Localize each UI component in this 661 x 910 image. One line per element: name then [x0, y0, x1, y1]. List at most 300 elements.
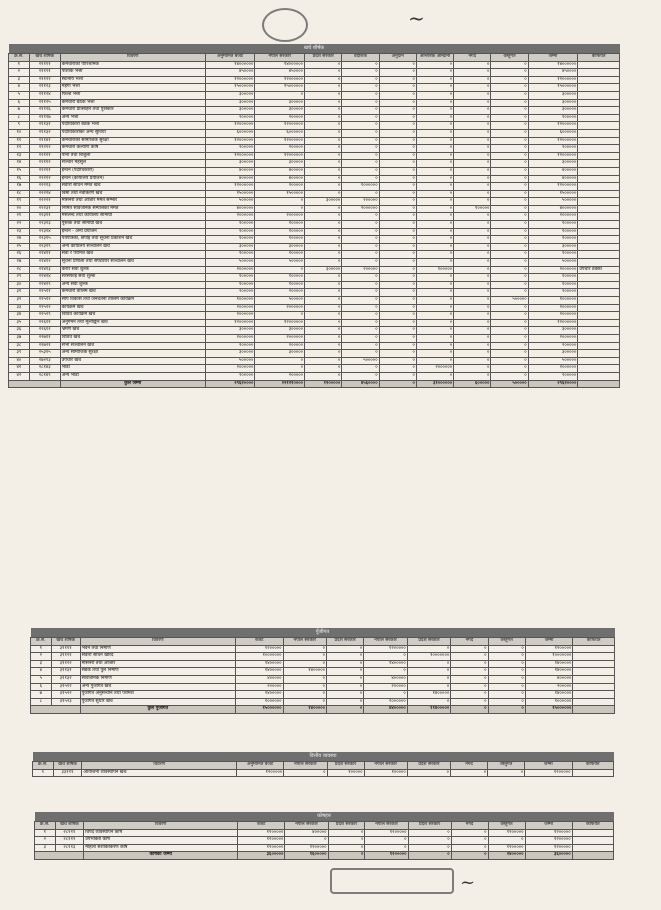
table-cell: ०: [491, 289, 528, 297]
table-cell: ३११२१: [51, 653, 80, 661]
table-cell: ४: [31, 668, 52, 676]
table-cell: भ्रमण खर्च: [60, 327, 205, 335]
table-cell: इन्धन - अन्य प्रयोजन: [60, 228, 205, 236]
table-cell: २२३१४: [29, 228, 60, 236]
table-cell: १४००००००: [255, 61, 305, 69]
table-cell: ५०००००: [205, 357, 255, 365]
table-cell: ३०००००: [255, 99, 305, 107]
table-cell: २०००००: [342, 266, 379, 274]
table-cell: २: [31, 653, 52, 661]
table-cell: २००००००: [528, 334, 578, 342]
table-cell: २८१४९: [29, 372, 60, 380]
table-cell: ०: [305, 205, 342, 213]
table-cell: ०: [342, 69, 379, 77]
table-cell: ०: [305, 107, 342, 115]
total-row: [31, 706, 615, 714]
table-cell: ०: [379, 190, 416, 198]
table-cell: [578, 152, 620, 160]
table-cell: ०: [305, 160, 342, 168]
table-cell: ६००००००: [255, 129, 305, 137]
table-cell: ०: [305, 281, 342, 289]
column-header: क्र.स.: [9, 54, 30, 62]
table-cell: २०००००: [255, 114, 305, 122]
office-stamp-bottom: [330, 868, 454, 894]
column-header: प्रदेश सरकार: [328, 822, 365, 830]
table-cell: करार सेवा शुल्क: [60, 266, 205, 274]
table-cell: ३८: [9, 342, 30, 350]
total-cell: ३१००००००: [416, 380, 453, 388]
table-cell: [578, 259, 620, 267]
table-cell: ३०००००: [255, 327, 305, 335]
table-cell: ४: [9, 84, 30, 92]
table-cell: ०: [454, 69, 491, 77]
table-cell: २२४१३: [29, 266, 60, 274]
table-cell: ३०००००: [528, 107, 578, 115]
table-cell: २२६१२: [29, 327, 60, 335]
table-cell: [578, 122, 620, 130]
table-cell: ०: [342, 91, 379, 99]
table-cell: ०: [305, 297, 342, 305]
table-cell: ४०००००: [255, 175, 305, 183]
table-cell: ०: [491, 91, 528, 99]
table-cell: २०००००: [255, 372, 305, 380]
table-cell: ०: [342, 61, 379, 69]
table-cell: १४०००००: [525, 660, 573, 668]
table-cell: ०: [342, 114, 379, 122]
table-cell: १२०००००: [525, 844, 572, 852]
table-cell: [578, 342, 620, 350]
table-cell: ०: [328, 829, 365, 837]
table-cell: ०: [342, 289, 379, 297]
table-cell: कर्मचारी बैठक भत्ता: [60, 99, 205, 107]
table-cell: ०: [491, 304, 528, 312]
table-cell: ३०००००: [205, 107, 255, 115]
table-cell: ०: [342, 236, 379, 244]
table-cell: पोशाक भत्ता: [60, 69, 205, 77]
column-header: विवरण: [82, 762, 236, 770]
table-cell: ०: [342, 350, 379, 358]
table-cell: २०००००: [528, 372, 578, 380]
table-cell: ०: [379, 91, 416, 99]
table-cell: ०: [416, 122, 453, 130]
table-cell: ४५००००: [205, 69, 255, 77]
table-cell: ०: [408, 844, 451, 852]
table-row: [31, 691, 615, 699]
table-cell: ०: [342, 259, 379, 267]
expense-table-financial: [32, 752, 614, 777]
table-cell: २२२१४: [29, 190, 60, 198]
table-row: [9, 274, 620, 282]
table-cell: २३: [9, 228, 30, 236]
table-cell: ०: [491, 372, 528, 380]
table-cell: ०: [488, 769, 525, 777]
table-cell: २२४१४: [29, 274, 60, 282]
table-cell: ०: [407, 660, 450, 668]
column-header: वस्तुगत: [491, 54, 528, 62]
table-cell: ०: [491, 281, 528, 289]
table-cell: १०००००००: [235, 653, 283, 661]
table-cell: ०: [379, 152, 416, 160]
table-cell: ७: [31, 691, 52, 699]
table-cell: ०: [305, 304, 342, 312]
table-title: वित्तीय व्यवस्था: [33, 752, 614, 762]
table-cell: ३४: [9, 312, 30, 320]
table-row: [9, 175, 620, 183]
table-cell: २२४११: [29, 251, 60, 259]
total-cell: [572, 852, 613, 860]
table-cell: ०: [491, 122, 528, 130]
table-cell: ०: [454, 99, 491, 107]
table-cell: १००००००: [342, 183, 379, 191]
signature-bottom: ~: [460, 872, 476, 893]
table-cell: २२१११: [29, 152, 60, 160]
table-cell: ०: [305, 61, 342, 69]
table-cell: पानी तथा बिजुली: [60, 152, 205, 160]
table-cell: ०: [284, 769, 327, 777]
table-cell: १२०००००: [236, 769, 283, 777]
table-cell: सूचना प्रणाली तथा सफ्टवेयर सञ्चालन खर्च: [60, 259, 205, 267]
table-cell: [578, 84, 620, 92]
table-cell: भाडा: [60, 365, 205, 373]
table-cell: २०००००: [528, 114, 578, 122]
table-cell: ६: [31, 683, 52, 691]
table-cell: ०: [305, 91, 342, 99]
table-row: [9, 350, 620, 358]
column-header: नेपाल सरकार: [364, 638, 407, 646]
table-cell: ०: [283, 653, 326, 661]
table-cell: ३३: [9, 304, 30, 312]
table-cell: ०: [305, 167, 342, 175]
table-cell: ०: [491, 251, 528, 259]
table-cell: विपद व्यवस्थापन कोष: [84, 829, 238, 837]
table-cell: ०: [305, 312, 342, 320]
table-cell: २: [35, 837, 56, 845]
table-cell: ५०००००: [255, 297, 305, 305]
table-row: [35, 829, 614, 837]
table-cell: ०: [255, 365, 305, 373]
table-cell: [578, 183, 620, 191]
table-cell: १४०००००: [235, 691, 283, 699]
column-header: प्रदेश सरकार: [327, 638, 364, 646]
table-row: [9, 266, 620, 274]
table-cell: २०००००: [255, 145, 305, 153]
table-cell: ०: [451, 683, 488, 691]
table-cell: ३०००००: [205, 160, 255, 168]
table-cell: ०: [491, 167, 528, 175]
table-cell: ०: [491, 236, 528, 244]
table-cell: १२००००००: [205, 76, 255, 84]
table-cell: [578, 213, 620, 221]
table-cell: ०: [454, 107, 491, 115]
table-cell: उपचार खर्च: [60, 357, 205, 365]
table-cell: ०: [255, 357, 305, 365]
table-cell: २११२३: [29, 84, 60, 92]
table-cell: [573, 660, 615, 668]
table-cell: [573, 675, 615, 683]
table-cell: १०००००: [528, 251, 578, 259]
table-cell: १०: [9, 129, 30, 137]
table-cell: १०००००००: [525, 653, 573, 661]
table-cell: ०: [342, 175, 379, 183]
table-cell: [578, 228, 620, 236]
table-cell: ०: [491, 152, 528, 160]
table-cell: [572, 769, 613, 777]
table-cell: ०: [454, 342, 491, 350]
table-cell: [578, 61, 620, 69]
table-cell: १: [33, 769, 54, 777]
table-cell: ०: [379, 205, 416, 213]
table-cell: २११२७: [29, 114, 60, 122]
table-cell: २००००००: [205, 213, 255, 221]
table-cell: ०: [379, 167, 416, 175]
table-cell: ३०: [9, 281, 30, 289]
table-row: [9, 312, 620, 320]
table-cell: इन्धन (कार्यालय प्रयोजन): [60, 175, 205, 183]
table-cell: ०: [416, 243, 453, 251]
table-cell: ०: [488, 837, 525, 845]
table-row: [9, 152, 620, 160]
table-row: [9, 365, 620, 373]
table-cell: ०: [416, 342, 453, 350]
table-cell: ०: [416, 372, 453, 380]
table-row: [31, 653, 615, 661]
table-cell: ०: [454, 281, 491, 289]
total-cell: १२०००००: [365, 852, 408, 860]
column-header: वस्तुगत: [488, 822, 525, 830]
table-cell: ०: [379, 84, 416, 92]
column-header: क्र.स.: [33, 762, 54, 770]
table-cell: ०: [305, 357, 342, 365]
table-row: [9, 61, 620, 69]
table-cell: [572, 844, 613, 852]
table-row: [9, 243, 620, 251]
table-cell: ०: [379, 107, 416, 115]
table-cell: ०: [364, 653, 407, 661]
table-cell: ०: [416, 167, 453, 175]
table-cell: २१: [9, 213, 30, 221]
table-cell: ०: [416, 297, 453, 305]
table-cell: ०: [342, 129, 379, 137]
table-cell: १२: [9, 145, 30, 153]
table-cell: ०: [379, 312, 416, 320]
table-cell: ०: [416, 312, 453, 320]
table-cell: १४०००००: [525, 668, 573, 676]
table-cell: ०: [305, 327, 342, 335]
table-cell: ०: [488, 653, 525, 661]
table-cell: ०: [379, 145, 416, 153]
table-cell: ०: [451, 829, 488, 837]
table-cell: [578, 350, 620, 358]
total-cell: ११४०००००: [407, 706, 450, 714]
table-row: [9, 76, 620, 84]
table-cell: ०: [491, 114, 528, 122]
table-cell: ३५: [9, 319, 30, 327]
table-title: खर्च शीर्षक: [9, 44, 620, 54]
table-cell: २: [9, 69, 30, 77]
table-cell: १९: [9, 198, 30, 206]
table-cell: ०: [283, 683, 326, 691]
total-cell: कुल जम्मा: [60, 380, 205, 388]
total-cell: २९६२००००: [528, 380, 578, 388]
table-cell: १२००००००: [255, 76, 305, 84]
table-cell: ०: [305, 137, 342, 145]
table-cell: इन्धन (पदाधिकारी): [60, 167, 205, 175]
column-header: नगद: [451, 822, 488, 830]
table-cell: ३: [31, 660, 52, 668]
table-cell: २२५२९: [29, 312, 60, 320]
column-header: कैफियत: [578, 54, 620, 62]
table-cell: ०: [342, 297, 379, 305]
table-cell: १०००००: [364, 769, 407, 777]
table-cell: [578, 69, 620, 77]
table-cell: १२०००००: [235, 645, 283, 653]
table-cell: ०: [342, 251, 379, 259]
table-cell: १०००००: [255, 228, 305, 236]
table-cell: १०००००: [205, 281, 255, 289]
table-cell: पदाधिकारीको अन्य सुविधा: [60, 129, 205, 137]
column-header: कैफियत: [573, 638, 615, 646]
table-cell: ०: [491, 175, 528, 183]
table-cell: २००००००: [255, 304, 305, 312]
table-cell: ०: [342, 312, 379, 320]
table-cell: ३९: [9, 350, 30, 358]
table-cell: २६: [9, 251, 30, 259]
table-row: [9, 137, 620, 145]
total-cell: १६०००००: [285, 852, 328, 860]
table-cell: ०: [379, 259, 416, 267]
table-cell: ४०: [9, 357, 30, 365]
table-cell: २५: [9, 243, 30, 251]
total-cell: [573, 706, 615, 714]
table-cell: १७: [9, 183, 30, 191]
table-cell: ३०००००: [528, 99, 578, 107]
column-header: क्र.स.: [31, 638, 52, 646]
table-cell: कर्मचारी कल्याण कोष: [60, 145, 205, 153]
table-row: [33, 769, 614, 777]
table-cell: [572, 829, 613, 837]
total-cell: ६०००००: [454, 380, 491, 388]
total-cell: ०: [328, 852, 365, 860]
table-row: [9, 357, 620, 365]
table-row: [31, 698, 615, 706]
table-cell: ०: [454, 122, 491, 130]
table-cell: ०: [379, 175, 416, 183]
table-cell: २०००००: [528, 289, 578, 297]
table-cell: २०००००: [205, 372, 255, 380]
column-header: जम्मा: [525, 638, 573, 646]
table-cell: सभा सञ्चालन खर्च: [60, 342, 205, 350]
table-cell: [578, 297, 620, 305]
column-header: वस्तुगत: [488, 762, 525, 770]
table-cell: २८११३: [55, 844, 84, 852]
table-cell: ०: [454, 243, 491, 251]
table-row: [9, 122, 620, 130]
table-cell: ३७: [9, 334, 30, 342]
table-row: [31, 645, 615, 653]
table-cell: ०: [305, 365, 342, 373]
table-row: [31, 668, 615, 676]
table-cell: ०: [342, 107, 379, 115]
table-cell: १२०००००: [525, 829, 572, 837]
column-header: आन्तरिक आम्दानी: [416, 54, 453, 62]
table-cell: ०: [379, 266, 416, 274]
table-cell: २००००००: [205, 334, 255, 342]
table-cell: ०: [407, 668, 450, 676]
total-cell: १५००००००: [235, 706, 283, 714]
table-cell: आयोजना व्यवस्थापन खर्च: [82, 769, 236, 777]
table-cell: ०: [451, 769, 488, 777]
table-cell: ०: [342, 228, 379, 236]
table-cell: महिला सशक्तिकरण कोष: [84, 844, 238, 852]
table-cell: ०: [416, 281, 453, 289]
table-cell: ०: [454, 266, 491, 274]
table-row: [9, 91, 620, 99]
column-header: विवरण: [84, 822, 238, 830]
table-row: [9, 99, 620, 107]
table-cell: ०: [451, 645, 488, 653]
table-cell: १०००००: [327, 769, 364, 777]
table-cell: २००००००: [416, 365, 453, 373]
table-cell: ०: [379, 99, 416, 107]
table-cell: २०००००: [205, 289, 255, 297]
table-cell: १४००००००: [528, 61, 578, 69]
table-cell: १५००००००: [528, 84, 578, 92]
table-cell: [578, 289, 620, 297]
table-cell: २११२१: [29, 69, 60, 77]
table-cell: १२००००००: [255, 122, 305, 130]
table-cell: ४०००००: [235, 675, 283, 683]
table-row: [9, 183, 620, 191]
table-cell: २२५११: [29, 289, 60, 297]
table-cell: ३०००००: [205, 91, 255, 99]
table-cell: ०: [491, 228, 528, 236]
table-cell: ०: [454, 183, 491, 191]
table-cell: ०: [416, 205, 453, 213]
table-cell: ०: [451, 698, 488, 706]
table-cell: २०००००: [528, 145, 578, 153]
table-cell: ०: [379, 297, 416, 305]
column-header: नेपाल सरकार: [255, 54, 305, 62]
column-header: खर्च शीर्षक: [29, 54, 60, 62]
table-cell: ०: [342, 342, 379, 350]
table-cell: ५०००००: [205, 259, 255, 267]
table-cell: ०: [342, 84, 379, 92]
table-cell: ०: [454, 304, 491, 312]
table-cell: १०००००: [255, 251, 305, 259]
table-cell: [578, 357, 620, 365]
table-cell: ११: [9, 137, 30, 145]
column-header: नेपाल सरकार: [365, 822, 408, 830]
table-cell: ०: [491, 266, 528, 274]
table-cell: अनुगमन तथा मूल्याङ्कन खर्च: [60, 319, 205, 327]
table-cell: ०: [327, 668, 364, 676]
table-cell: ०: [342, 76, 379, 84]
table-cell: ३११३१: [51, 668, 80, 676]
table-cell: २००००००: [528, 266, 578, 274]
table-cell: ०: [283, 645, 326, 653]
table-row: [35, 844, 614, 852]
column-header: खर्च शीर्षक: [53, 762, 82, 770]
table-cell: ३०००००: [255, 243, 305, 251]
table-cell: १२००००००: [528, 122, 578, 130]
table-cell: २०००००: [255, 289, 305, 297]
table-cell: १: [35, 829, 56, 837]
column-header: बजेट: [235, 638, 283, 646]
table-cell: ०: [379, 69, 416, 77]
table-cell: २२७२१: [29, 342, 60, 350]
table-cell: २२३११: [29, 213, 60, 221]
table-cell: ०: [416, 357, 453, 365]
